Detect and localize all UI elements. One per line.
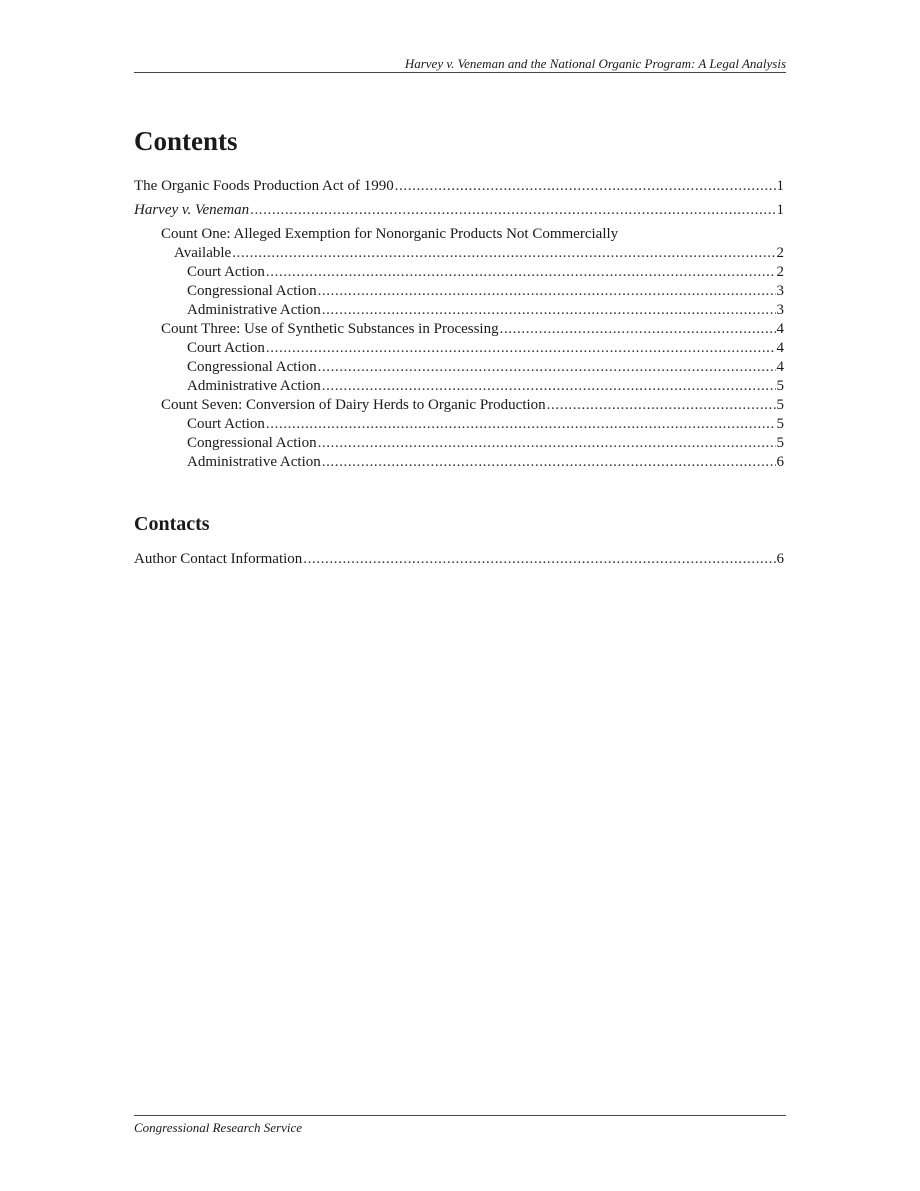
dot-leader	[318, 434, 776, 453]
dot-leader	[318, 282, 776, 301]
toc-entry-organic-foods-production-act[interactable]	[134, 177, 784, 196]
toc-entry-count-three[interactable]	[134, 320, 784, 339]
dot-leader	[250, 201, 775, 220]
dot-leader	[318, 358, 776, 377]
table-of-contents	[134, 177, 784, 472]
toc-entry-count-one-administrative-action[interactable]	[134, 301, 784, 320]
running-header: Harvey v. Veneman and the National Organic Program: A Legal Analysis	[404, 56, 786, 71]
toc-page-number: 5	[776, 416, 784, 432]
toc-entry-label: Congressional Action	[187, 283, 317, 299]
dot-leader	[322, 453, 776, 472]
toc-page-number: 5	[776, 435, 784, 451]
contents-heading: Contents	[134, 126, 238, 156]
dot-leader	[547, 396, 776, 415]
toc-entry-label: Author Contact Information	[134, 551, 303, 567]
toc-entry-label-line2: Available	[174, 245, 232, 261]
dot-leader	[500, 320, 776, 339]
dot-leader	[303, 550, 775, 569]
dot-leader	[322, 377, 776, 396]
toc-entry-author-contact-information[interactable]	[134, 550, 784, 569]
header-divider	[134, 72, 786, 73]
contacts-heading: Contacts	[134, 513, 210, 535]
running-footer: Congressional Research Service	[134, 1120, 302, 1135]
toc-entry-label: Court Action	[187, 416, 265, 432]
toc-page-number: 4	[776, 359, 784, 375]
dot-leader	[322, 301, 776, 320]
dot-leader	[266, 415, 776, 434]
toc-entry-label: The Organic Foods Production Act of 1990	[134, 178, 394, 194]
toc-entry-count-three-administrative-action[interactable]	[134, 377, 784, 396]
toc-page-number: 5	[776, 397, 784, 413]
toc-entry-count-seven-court-action[interactable]	[134, 415, 784, 434]
toc-entry-count-one[interactable]	[134, 225, 784, 263]
toc-page-number: 1	[776, 202, 784, 218]
toc-entry-harvey-v-veneman[interactable]	[134, 201, 784, 220]
toc-entry-label: Count Three: Use of Synthetic Substances in Processing	[161, 321, 499, 337]
toc-page-number: 5	[776, 378, 784, 394]
toc-entry-label: Court Action	[187, 264, 265, 280]
toc-entry-label: Administrative Action	[187, 302, 321, 318]
toc-page-number: 6	[776, 551, 784, 567]
toc-page-number: 4	[776, 321, 784, 337]
dot-leader	[266, 263, 776, 282]
footer-divider	[134, 1115, 786, 1116]
toc-page-number: 3	[776, 283, 784, 299]
toc-page-number: 6	[776, 454, 784, 470]
toc-entry-count-seven[interactable]	[134, 396, 784, 415]
dot-leader	[395, 177, 776, 196]
toc-entry-label: Harvey v. Veneman	[134, 202, 250, 218]
dot-leader	[266, 339, 776, 358]
toc-entry-label: Administrative Action	[187, 378, 321, 394]
toc-entry-label: Count Seven: Conversion of Dairy Herds to Organic Production	[161, 397, 546, 413]
toc-entry-count-one-court-action[interactable]	[134, 263, 784, 282]
toc-page-number: 2	[776, 264, 784, 280]
toc-entry-label: Congressional Action	[187, 359, 317, 375]
toc-entry-count-three-congressional-action[interactable]	[134, 358, 784, 377]
toc-entry-continuation	[134, 244, 784, 263]
toc-entry-label: Administrative Action	[187, 454, 321, 470]
toc-page-number: 4	[776, 340, 784, 356]
toc-page-number: 1	[776, 178, 784, 194]
toc-entry-label-line1: Count One: Alleged Exemption for Nonorganic Products Not Commercially	[161, 226, 619, 242]
toc-page-number: 3	[776, 302, 784, 318]
toc-page-number: 2	[776, 245, 784, 261]
toc-entry-count-three-court-action[interactable]	[134, 339, 784, 358]
toc-entry-label: Congressional Action	[187, 435, 317, 451]
toc-entry-count-seven-congressional-action[interactable]	[134, 434, 784, 453]
toc-entry-count-one-congressional-action[interactable]	[134, 282, 784, 301]
contacts-list	[134, 550, 784, 569]
dot-leader	[232, 244, 775, 263]
toc-entry-label: Court Action	[187, 340, 265, 356]
toc-entry-count-seven-administrative-action[interactable]	[134, 453, 784, 472]
